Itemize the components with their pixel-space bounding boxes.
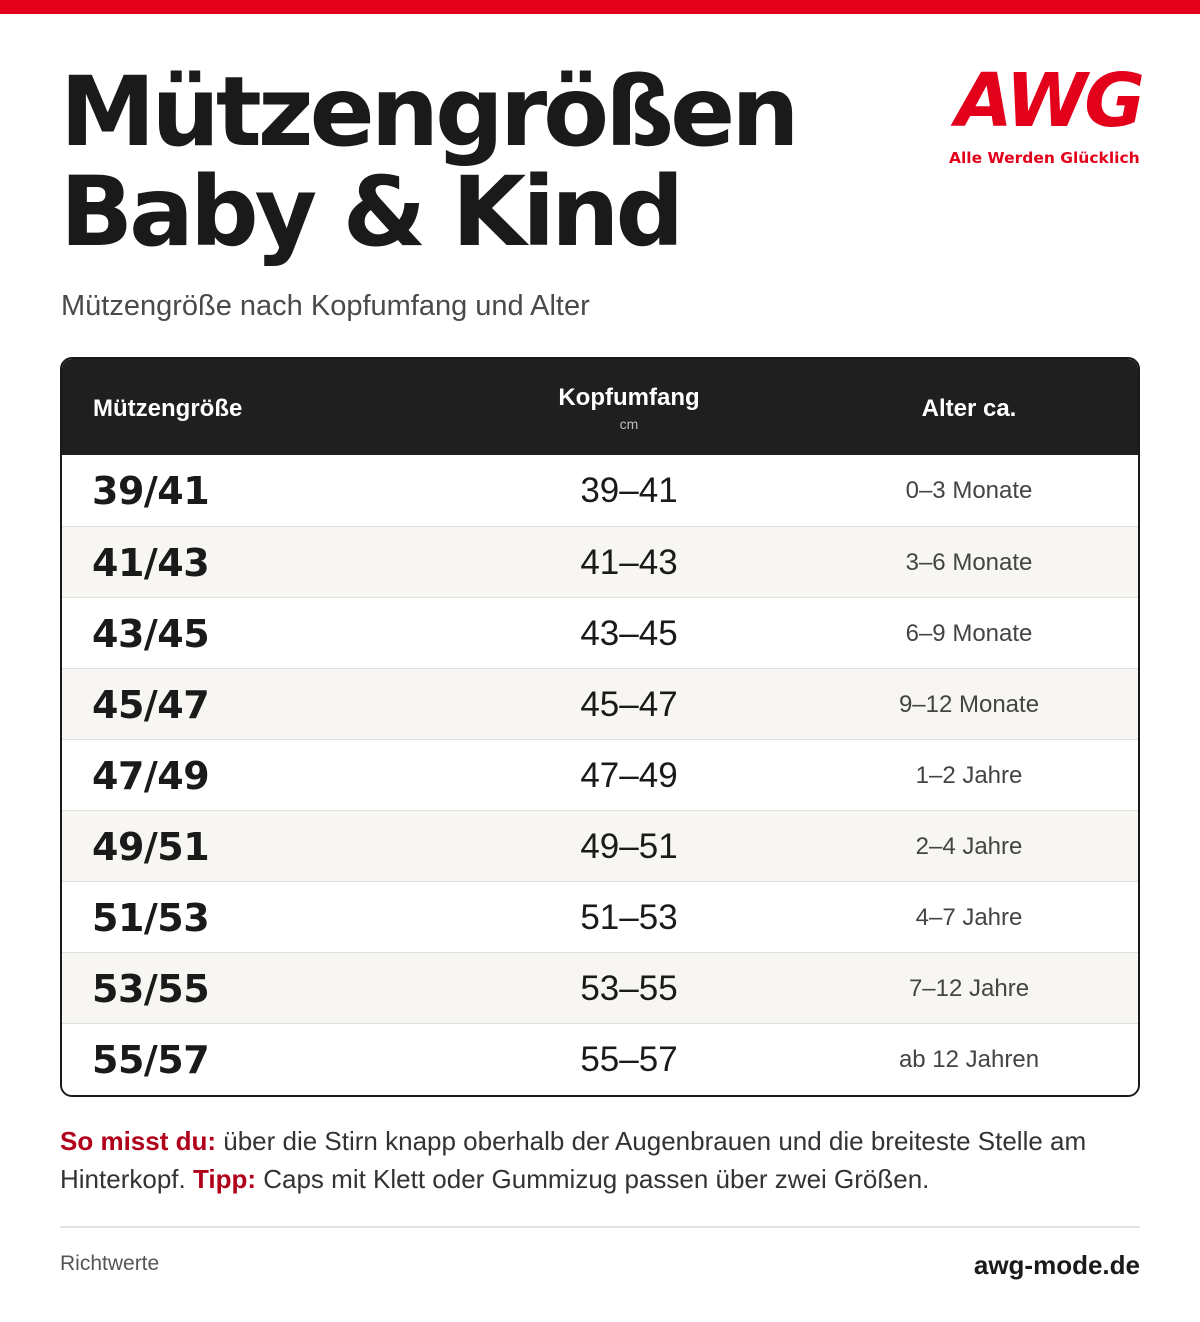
table-body bbox=[62, 455, 1138, 1094]
cell-head-circumference: 49–51 bbox=[580, 827, 678, 866]
cell-head-circumference: 41–43 bbox=[580, 543, 678, 582]
cell-size: 45/47 bbox=[92, 683, 210, 727]
footer-disclaimer: Richtwerte bbox=[60, 1252, 160, 1275]
cell-size: 41/43 bbox=[92, 541, 210, 585]
footer-website: awg-mode.de bbox=[973, 1250, 1140, 1280]
measure-text: über die Stirn knapp oberhalb der Augenbrauen und die breiteste Stelle am Hinterkopf. bbox=[60, 1126, 1087, 1194]
cell-size: 49/51 bbox=[92, 825, 210, 869]
cell-size: 53/55 bbox=[92, 967, 210, 1011]
cell-age: 7–12 Jahre bbox=[908, 975, 1030, 1002]
logo-tagline: Alle Werden Glücklich bbox=[949, 149, 1140, 167]
top-accent-bar bbox=[0, 0, 1200, 14]
awg-logo bbox=[946, 58, 1146, 174]
cell-size: 51/53 bbox=[92, 896, 210, 940]
measuring-note bbox=[60, 1122, 1140, 1198]
column-header-head-unit: cm bbox=[619, 416, 639, 432]
cell-age: 6–9 Monate bbox=[905, 620, 1033, 647]
title-line-1: Mützengrößen bbox=[60, 56, 796, 168]
cell-head-circumference: 45–47 bbox=[580, 685, 678, 724]
cell-size: 39/41 bbox=[92, 469, 210, 513]
measure-label: So misst du: bbox=[60, 1126, 217, 1156]
cell-size: 47/49 bbox=[92, 754, 210, 798]
cell-age: 9–12 Monate bbox=[898, 691, 1040, 718]
cell-age: 0–3 Monate bbox=[905, 477, 1033, 504]
column-header-head-label: Kopfumfang bbox=[558, 384, 700, 411]
cell-head-circumference: 47–49 bbox=[580, 756, 678, 795]
cell-size: 43/45 bbox=[92, 612, 210, 656]
table-header bbox=[62, 359, 1138, 455]
cell-age: 2–4 Jahre bbox=[915, 833, 1023, 860]
cell-age: 4–7 Jahre bbox=[915, 904, 1023, 931]
cell-size: 55/57 bbox=[92, 1038, 210, 1082]
cell-head-circumference: 55–57 bbox=[580, 1040, 678, 1079]
column-header-size: Mützengröße bbox=[93, 395, 243, 422]
cell-head-circumference: 51–53 bbox=[580, 898, 678, 937]
cell-head-circumference: 43–45 bbox=[580, 614, 678, 653]
table-row bbox=[62, 455, 1138, 526]
size-table bbox=[60, 357, 1140, 1097]
cell-head-circumference: 53–55 bbox=[580, 969, 678, 1008]
footer-divider bbox=[60, 1226, 1140, 1228]
logo-wordmark: AWG bbox=[955, 58, 1142, 144]
cell-age: 1–2 Jahre bbox=[915, 762, 1023, 789]
title-line-2: Baby & Kind bbox=[60, 156, 681, 268]
table-row bbox=[62, 739, 1138, 810]
cell-age: ab 12 Jahren bbox=[898, 1046, 1040, 1073]
page-title bbox=[60, 56, 796, 268]
page-subtitle: Mützengröße nach Kopfumfang und Alter bbox=[61, 290, 590, 322]
cell-age: 3–6 Monate bbox=[905, 549, 1033, 576]
column-header-head-circumference bbox=[479, 359, 779, 455]
table-row bbox=[62, 668, 1138, 739]
tip-text: Caps mit Klett oder Gummizug passen über zwei Größen. bbox=[256, 1164, 930, 1194]
column-header-age: Alter ca. bbox=[921, 395, 1017, 422]
table-row bbox=[62, 810, 1138, 881]
table-row bbox=[62, 597, 1138, 668]
table-row bbox=[62, 526, 1138, 597]
table-row bbox=[62, 881, 1138, 952]
table-row bbox=[62, 1023, 1138, 1094]
cell-head-circumference: 39–41 bbox=[580, 471, 678, 510]
table-row bbox=[62, 952, 1138, 1023]
tip-label: Tipp: bbox=[192, 1164, 257, 1194]
